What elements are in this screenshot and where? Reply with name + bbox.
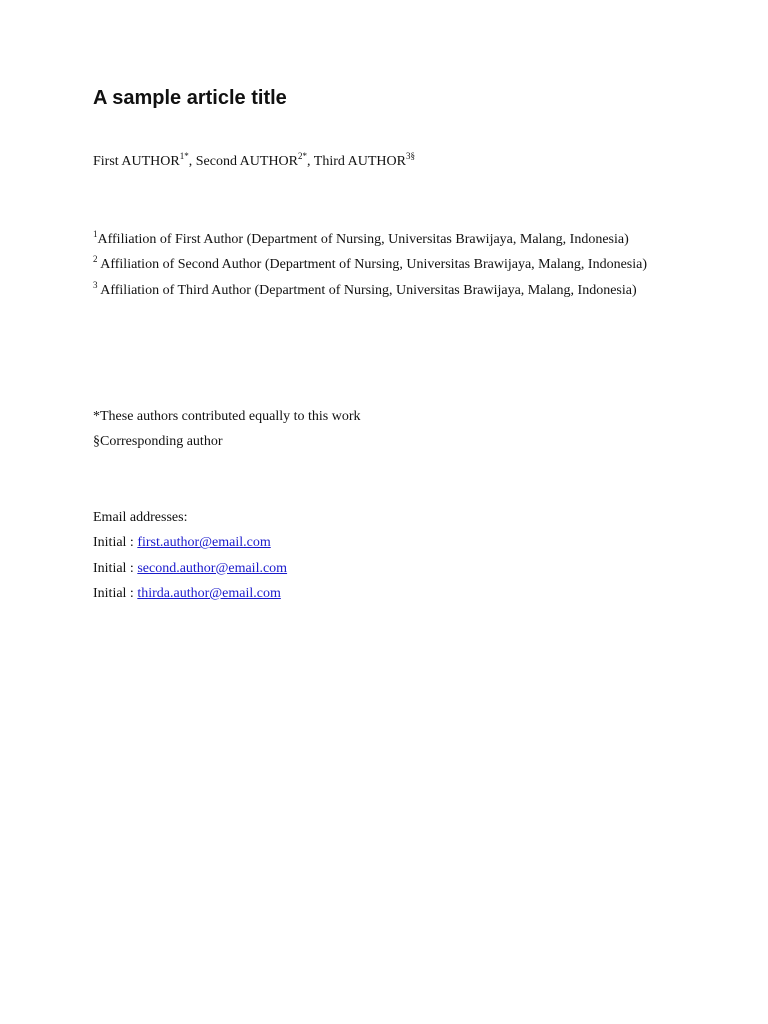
equal-contribution-note: *These authors contributed equally to this work — [93, 409, 361, 424]
author-name: First AUTHOR — [93, 154, 180, 169]
affiliation-text: Affiliation of Third Author (Department of Nursing, Universitas Brawijaya, Malang, Indonesia) — [97, 282, 637, 298]
email-prefix: Initial : — [93, 560, 138, 576]
affiliation-item — [93, 278, 653, 303]
email-row — [93, 530, 287, 555]
author-separator: , — [188, 154, 196, 169]
affiliation-item — [93, 252, 653, 277]
article-title: A sample article title — [93, 87, 287, 109]
corresponding-author-note: §Corresponding author — [93, 434, 223, 450]
email-section — [93, 505, 287, 606]
email-prefix: Initial : — [93, 535, 138, 551]
author-superscript: 3§ — [405, 151, 415, 161]
author-superscript: 2* — [298, 151, 308, 161]
email-prefix: Initial : — [93, 585, 138, 601]
affiliation-superscript: 1 — [93, 229, 98, 239]
email-heading: Email addresses: — [93, 510, 188, 525]
author-list — [93, 152, 415, 172]
email-row — [93, 556, 287, 581]
email-link[interactable]: first.author@email.com — [137, 535, 271, 551]
author-name: Third AUTHOR — [313, 154, 406, 169]
affiliation-item — [93, 227, 653, 252]
email-link[interactable]: thirda.author@email.com — [137, 585, 281, 601]
affiliation-text: Affiliation of First Author (Department of Nursing, Universitas Brawijaya, Malang, Indonesia) — [97, 232, 629, 247]
affiliation-list — [93, 227, 653, 303]
email-link[interactable]: second.author@email.com — [137, 560, 288, 576]
email-row — [93, 581, 287, 606]
author-superscript: 1* — [179, 151, 189, 161]
author-separator: , — [307, 154, 314, 169]
author-notes — [93, 404, 361, 455]
affiliation-superscript: 2 — [93, 254, 98, 265]
affiliation-superscript: 3 — [93, 279, 98, 290]
author-name: Second AUTHOR — [195, 154, 299, 169]
affiliation-text: Affiliation of Second Author (Department of Nursing, Universitas Brawijaya, Malang, Indonesia) — [97, 257, 648, 273]
